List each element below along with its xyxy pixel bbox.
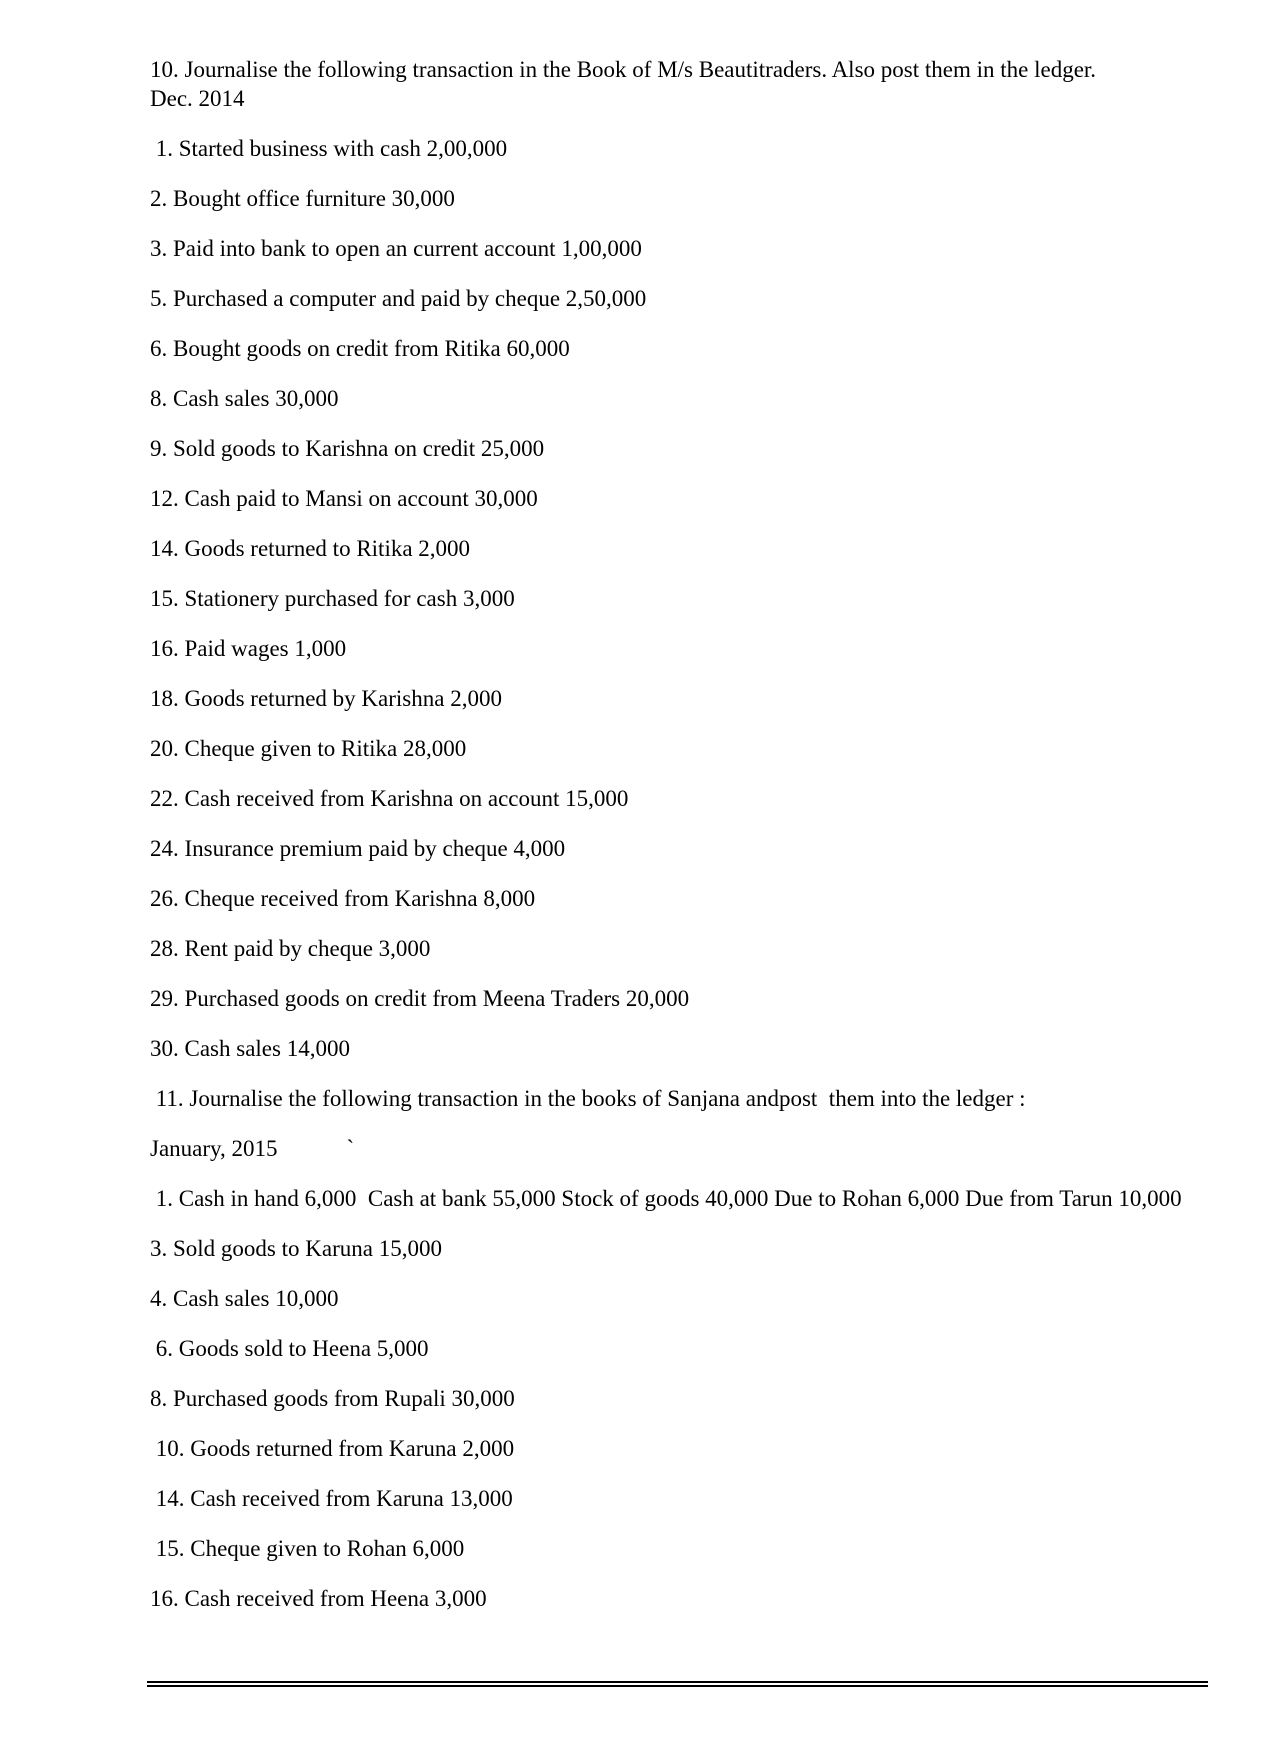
q10-item-14: 14. Goods returned to Ritika 2,000 [150, 536, 471, 561]
footer-rule-bottom-line [147, 1685, 1208, 1687]
q11-item-3: 3. Sold goods to Karuna 15,000 [150, 1236, 442, 1261]
q10-item-16: 16. Paid wages 1,000 [150, 636, 347, 661]
footer-rule-top-line [147, 1681, 1208, 1683]
q10-item-30: 30. Cash sales 14,000 [150, 1036, 350, 1061]
question-10-heading: 10. Journalise the following transaction in the Book of M/s Beautitraders. Also post them in the ledger. [150, 57, 1097, 82]
q10-item-26: 26. Cheque received from Karishna 8,000 [150, 886, 536, 911]
q10-item-8: 8. Cash sales 30,000 [150, 386, 339, 411]
q10-item-29: 29. Purchased goods on credit from Meena Traders 20,000 [150, 986, 690, 1011]
q11-item-14: 14. Cash received from Karuna 13,000 [150, 1486, 513, 1511]
q10-item-28: 28. Rent paid by cheque 3,000 [150, 936, 431, 961]
q10-item-22: 22. Cash received from Karishna on account 15,000 [150, 786, 629, 811]
q10-item-20: 20. Cheque given to Ritika 28,000 [150, 736, 467, 761]
q10-item-18: 18. Goods returned by Karishna 2,000 [150, 686, 502, 711]
q10-item-12: 12. Cash paid to Mansi on account 30,000 [150, 486, 538, 511]
q11-item-4: 4. Cash sales 10,000 [150, 1286, 339, 1311]
question-10 [150, 55, 1210, 1063]
question-10-period: Dec. 2014 [150, 86, 245, 111]
q10-item-6: 6. Bought goods on credit from Ritika 60,000 [150, 336, 570, 361]
q10-item-24: 24. Insurance premium paid by cheque 4,000 [150, 836, 566, 861]
footer-double-rule [147, 1681, 1208, 1687]
question-11 [150, 1084, 1210, 1613]
q11-item-8: 8. Purchased goods from Rupali 30,000 [150, 1386, 515, 1411]
q11-item-6: 6. Goods sold to Heena 5,000 [150, 1336, 429, 1361]
q11-item-10: 10. Goods returned from Karuna 2,000 [150, 1436, 515, 1461]
question-11-heading: 11. Journalise the following transaction in the books of Sanjana andpost them into the ledger : [150, 1086, 1026, 1111]
q10-item-1: 1. Started business with cash 2,00,000 [150, 136, 508, 161]
q10-item-3: 3. Paid into bank to open an current account 1,00,000 [150, 236, 642, 261]
q10-item-5: 5. Purchased a computer and paid by cheque 2,50,000 [150, 286, 647, 311]
question-11-period: January, 2015 ` [150, 1136, 355, 1161]
q11-item-15: 15. Cheque given to Rohan 6,000 [150, 1536, 465, 1561]
q10-item-9: 9. Sold goods to Karishna on credit 25,000 [150, 436, 545, 461]
q11-item-16: 16. Cash received from Heena 3,000 [150, 1586, 487, 1611]
q10-item-15: 15. Stationery purchased for cash 3,000 [150, 586, 515, 611]
q10-item-2: 2. Bought office furniture 30,000 [150, 186, 455, 211]
q11-item-1: 1. Cash in hand 6,000 Cash at bank 55,000 Stock of goods 40,000 Due to Rohan 6,000 Due from Tarun 10,000 [150, 1186, 1182, 1211]
document-page [150, 55, 1210, 1634]
